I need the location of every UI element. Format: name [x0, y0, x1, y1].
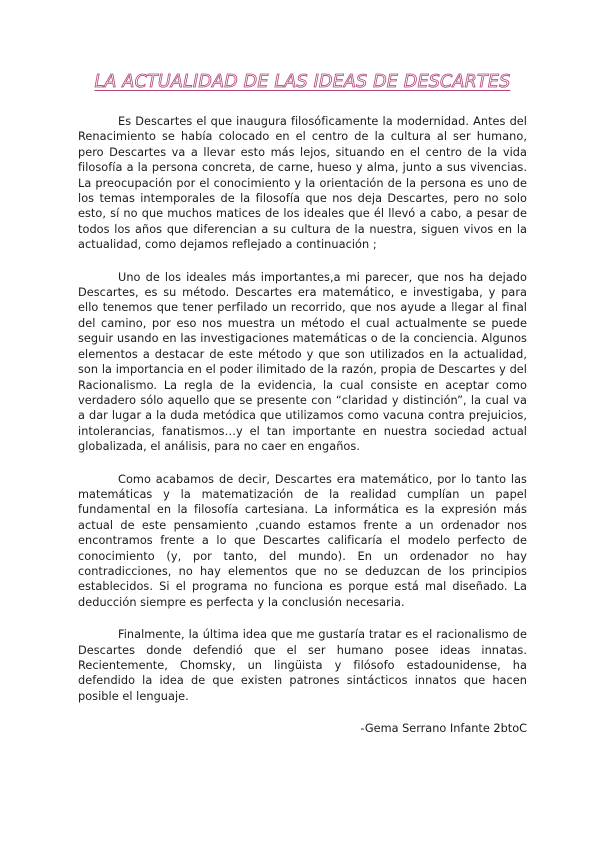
- paragraph-rationalism: Finalmente, la última idea que me gustaría tratar es el racionalismo de Descartes donde defendió que el ser humano posee ideas innatas. Recientemente, Chomsky, un lingüista y filósofo estadounidense, ha defendido la idea de que existen patrones sintácticos innatos que hacen posible el lenguaje.: [78, 628, 527, 703]
- paragraph-introduction: Es Descartes el que inaugura filosóficamente la modernidad. Antes del Renacimiento se había colocado en el centro de la cultura al ser humano, pero Descartes va a llevar esto más lejos, situando en el centro de la vida filosofía a la persona concreta, de carne, hueso y alma, junto a sus vivencias. La preocupación por el conocimiento y la orientación de la persona es uno de los temas intemporales de la filosofía que nos deja Descartes, pero no solo esto, sí no que muchos matices de los ideales que él llevó a cabo, a pesar de todos los años que diferencian a su cultura de la nuestra, siguen vivos en la actualidad, como dejamos reflejado a continuación ;: [78, 115, 527, 252]
- paragraph-mathematics: Como acabamos de decir, Descartes era matemático, por lo tanto las matemáticas y la matematización de la realidad cumplían un papel fundamental en la filosofía cartesiana. La informática es la expresión más actual de este pensamiento ,cuando estamos frente a un ordenador nos encontramos frente a lo que Descartes calificaría el modelo perfecto de conocimiento (y, por tanto, del mundo). En un ordenador no hay contradicciones, no hay elementos que no se deduzcan de los principios establecidos. Si el programa no funciona es porque está mal diseñado. La deducción siempre es perfecta y la conclusión necesaria.: [78, 472, 527, 609]
- author-signature: -Gema Serrano Infante 2btoC: [360, 722, 527, 736]
- document-title: LA ACTUALIDAD DE LAS IDEAS DE DESCARTES: [94, 72, 511, 92]
- paragraph-method: Uno de los ideales más importantes,a mi parecer, que nos ha dejado Descartes, es su método. Descartes era matemático, e investigaba, y para ello tenemos que tener perfilado un recorrido, que nos ayude a llegar al final del camino, por eso nos muestra un método el cual actualmente se puede seguir usando en las investigaciones matemáticas o de la conciencia. Algunos elementos a destacar de este método y que son utilizados en la actualidad, son la importancia en el poder ilimitado de la razón, propia de Descartes y del Racionalismo. La regla de la evidencia, la cual consiste en aceptar como verdadero sólo aquello que se presente con “claridad y distinción”, la cual va a dar lugar a la duda metódica que utilizamos como vacuna contra prejuicios, intolerancias, fanatismos…y el tan importante en nuestra sociedad actual globalizada, el análisis, para no caer en engaños.: [78, 270, 527, 454]
- document-page: [78, 72, 527, 737]
